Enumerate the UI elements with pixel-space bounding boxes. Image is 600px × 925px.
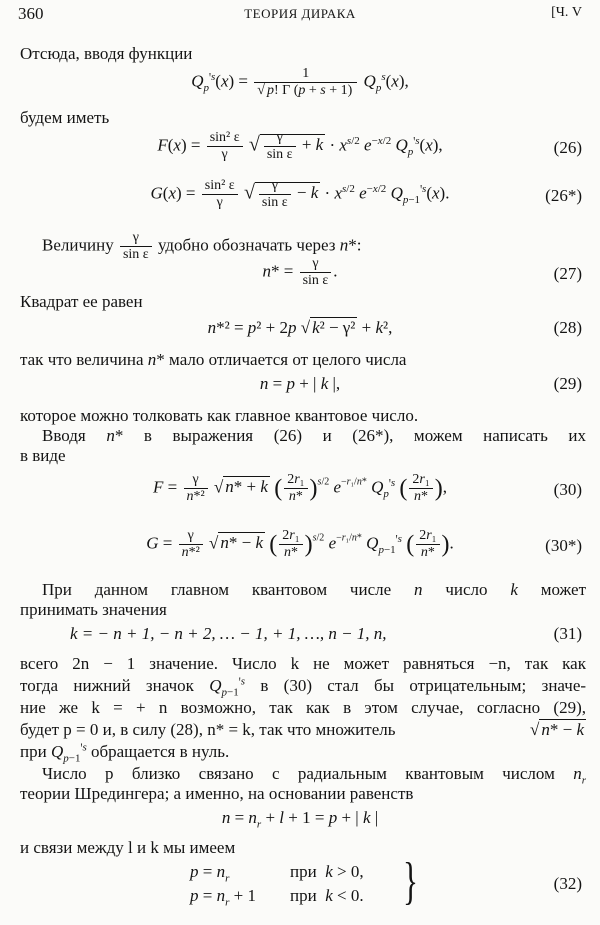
equation-number: (29) xyxy=(553,374,582,393)
equation-29: n = p + | k |, xyxy=(259,374,341,393)
equation-30: F = $\frac{\gamma}{\text{n*²}}$ √ n* + k ( $\frac{\text{2r₁}}{n*}$ )$^{s/2}$ $e^{-r_1/n*}$ $Q_p^{ꞌs}$ ( $\frac{\text{2r₁}}{n*}$ ), xyxy=(153,472,447,504)
equation-number: (31) xyxy=(553,624,582,643)
equation-q-definition: $Q_p^{ꞌs}(x)$ = $\frac{1}{√ p! \Gamma (p + s + 1)}$ $Q_p^s(x)$, xyxy=(191,66,409,98)
equation-number: (26*) xyxy=(545,186,582,205)
equation-28: n*² = p² + 2p √ k² − γ² + k², xyxy=(207,318,393,337)
equation-26-star: G(x) = $\frac{\text{sin² ε}}{\gamma}$ √ $\frac{\gamma}{\text{sin ε}}$ − $k \cdot x^{s/2}$ $e^{-x/2}$ $Q_{p-1}^{ꞌs}(x)$. xyxy=(150,178,450,210)
text-line: и связи между l и k мы имеем xyxy=(20,838,236,857)
equation-n-relation: $n = n_r + l + 1 = p$ + | k | xyxy=(221,808,379,831)
equation-32-line2: $p = n_r + 1$ при k < 0. xyxy=(190,886,364,909)
page-number: 360 xyxy=(18,4,44,23)
text-line: при $Q_{p-1}^{ꞌs}$ обращается в нуль. xyxy=(20,741,230,765)
text-line: будет p = 0 и, в силу (28), n* = k, так что множитель √ n* − k xyxy=(20,720,584,739)
equation-31: k = − n + 1, − n + 2, … − 1, + 1, …, n − 1, n, xyxy=(70,624,387,643)
text-line: Отсюда, вводя функции xyxy=(20,44,193,63)
text-line: так что величина n* мало отличается от целого числа xyxy=(20,350,407,369)
equation-number: (30) xyxy=(553,480,582,499)
text-line: Вводя n* в выражения (26) и (26*), можем написать их xyxy=(42,426,587,445)
equation-number: (26) xyxy=(553,138,582,157)
text-line: Число p близко связано с радиальным квантовым числом $n_r$ xyxy=(42,764,586,787)
text-line: принимать значения xyxy=(20,600,167,619)
text-line: тогда нижний значок $Q_{p-1}^{ꞌs}$ в (30) стал бы отрицательным; значе- xyxy=(20,675,587,699)
equation-32-line1: $p = n_r$ при k > 0, xyxy=(190,862,364,885)
equation-30-star: G = $\frac{\gamma}{\text{n*²}}$ √ n* − k ( $\frac{\text{2r₁}}{n*}$ )$^{s/2}$ $e^{-r_1/n*}$ $Q_{p-1}^{ꞌs}$ ( $\frac{\text{2r₁}}{n*}$ ). xyxy=(146,528,454,560)
text-line: При данном главном квантовом числе n число k может xyxy=(42,580,587,599)
text-line: в виде xyxy=(20,446,66,465)
text-line: которое можно толковать как главное квантовое число. xyxy=(20,406,419,425)
chapter-label: [Ч. V xyxy=(551,5,582,20)
equation-number: (30*) xyxy=(545,536,582,555)
equation-26: F(x) = $\frac{\text{sin² ε}}{\gamma}$ √ $\frac{\gamma}{\text{sin ε}}$ + $k \cdot x^{s/2}$ $e^{-x/2}$ $Q_p^{ꞌs}(x)$, xyxy=(157,130,443,162)
text-line: Квадрат ее равен xyxy=(20,292,143,311)
text-line: Величину $\frac{\gamma}{\text{sin ε}}$ удобно обозначать через n*: xyxy=(42,230,362,262)
text-line: ние же k = + n возможно, так как в этом случае, согласно (29), xyxy=(20,698,586,717)
text-line: будем иметь xyxy=(20,108,110,127)
running-title: ТЕОРИЯ ДИРАКА xyxy=(244,6,356,21)
right-brace: } xyxy=(402,853,418,910)
text-line: всего 2n − 1 значение. Число k не может равняться −n, так как xyxy=(20,654,586,673)
equation-27: n* = $\frac{\gamma}{\text{sin ε}}$ . xyxy=(262,256,338,288)
text-line: теории Шредингера; а именно, на основании равенств xyxy=(20,784,414,803)
equation-number: (28) xyxy=(553,318,582,337)
equation-number: (32) xyxy=(553,874,582,893)
equation-number: (27) xyxy=(553,264,582,283)
